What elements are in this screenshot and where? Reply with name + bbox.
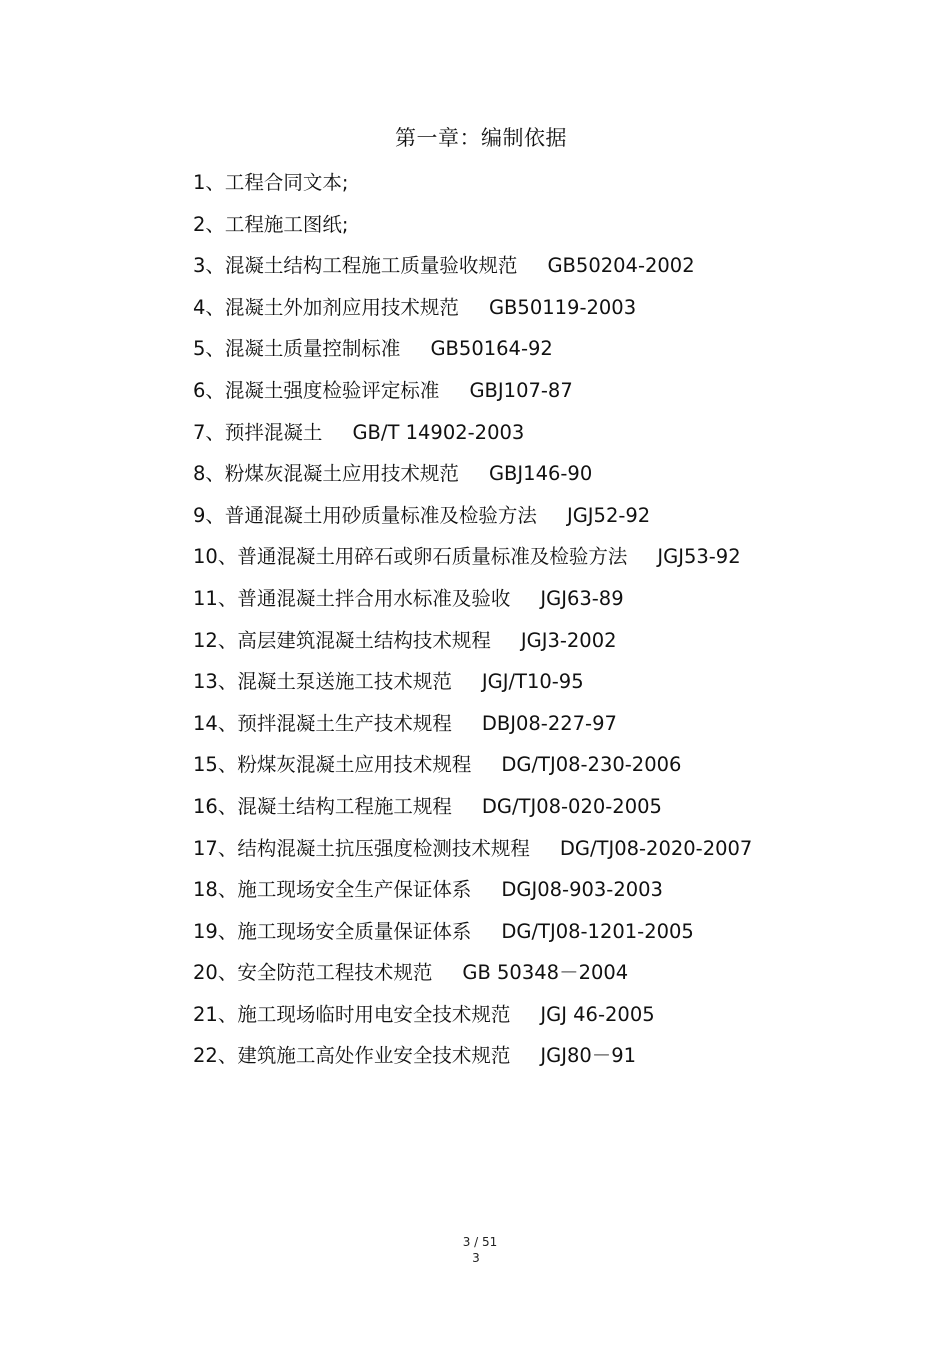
- reference-item: [193, 543, 752, 585]
- reference-number: 17、: [193, 836, 238, 860]
- reference-code: DG/TJ08-230-2006: [501, 753, 682, 777]
- reference-code: JGJ80－91: [540, 1044, 637, 1068]
- reference-title: 建筑施工高处作业安全技术规范: [237, 1044, 511, 1068]
- reference-code: JGJ 46-2005: [540, 1002, 655, 1026]
- reference-item: [193, 1042, 752, 1084]
- reference-item: [193, 460, 752, 502]
- reference-item: [193, 751, 752, 793]
- reference-item: [193, 793, 752, 835]
- reference-code: DBJ08-227-97: [481, 711, 617, 735]
- reference-number: 9、: [193, 503, 225, 527]
- reference-item: [193, 959, 752, 1001]
- reference-number: 8、: [193, 462, 225, 486]
- reference-title: 预拌混凝土: [224, 420, 323, 444]
- reference-number: 10、: [193, 545, 238, 569]
- reference-title: 工程施工图纸;: [224, 212, 349, 236]
- reference-item: [193, 876, 752, 918]
- reference-number: 1、: [193, 171, 225, 194]
- reference-code: GB/T 14902-2003: [352, 420, 525, 444]
- reference-code: JGJ63-89: [540, 586, 624, 610]
- reference-item: [193, 169, 752, 211]
- reference-title: 施工现场安全生产保证体系: [237, 878, 472, 902]
- reference-item: [193, 668, 752, 710]
- reference-number: 16、: [193, 794, 238, 818]
- reference-code: GB50204-2002: [547, 254, 695, 278]
- reference-title: 混凝土结构工程施工规程: [237, 794, 452, 818]
- reference-code: DG/TJ08-1201-2005: [501, 919, 694, 943]
- reference-item: [193, 835, 752, 877]
- reference-number: 12、: [193, 628, 238, 652]
- reference-number: 2、: [193, 212, 225, 236]
- reference-title: 施工现场安全质量保证体系: [237, 919, 472, 943]
- reference-number: 18、: [193, 878, 238, 902]
- reference-item: [193, 335, 752, 377]
- reference-title: 普通混凝土用砂质量标准及检验方法: [224, 503, 537, 527]
- reference-item: [193, 918, 752, 960]
- chapter-title: 第一章：编制依据: [395, 126, 567, 150]
- reference-item: [193, 211, 752, 253]
- reference-list: [193, 169, 752, 1084]
- reference-code: GB 50348－2004: [462, 961, 629, 985]
- reference-code: JGJ53-92: [657, 545, 741, 569]
- reference-item: [193, 627, 752, 669]
- reference-title: 施工现场临时用电安全技术规范: [237, 1002, 511, 1026]
- reference-item: [193, 419, 752, 461]
- reference-number: 14、: [193, 711, 238, 735]
- reference-title: 混凝土外加剂应用技术规范: [224, 295, 459, 319]
- reference-code: GBJ146-90: [488, 462, 593, 486]
- reference-number: 21、: [193, 1002, 238, 1026]
- reference-code: JGJ/T10-95: [481, 670, 584, 694]
- reference-code: DGJ08-903-2003: [501, 878, 663, 902]
- reference-title: 普通混凝土用碎石或卵石质量标准及检验方法: [237, 545, 628, 569]
- reference-item: [193, 585, 752, 627]
- reference-number: 6、: [193, 378, 225, 402]
- reference-code: GB50119-2003: [488, 295, 637, 319]
- reference-number: 15、: [193, 753, 238, 777]
- reference-item: [193, 710, 752, 752]
- reference-code: JGJ3-2002: [520, 628, 617, 652]
- reference-number: 13、: [193, 670, 238, 694]
- reference-number: 7、: [193, 420, 225, 444]
- reference-number: 19、: [193, 919, 238, 943]
- page-number: 3: [472, 1251, 480, 1265]
- reference-item: [193, 377, 752, 419]
- reference-title: 高层建筑混凝土结构技术规程: [237, 628, 491, 652]
- reference-item: [193, 1001, 752, 1043]
- page-footer: [0, 1234, 950, 1266]
- reference-number: 5、: [193, 337, 225, 361]
- reference-title: 安全防范工程技术规范: [237, 961, 433, 985]
- reference-code: GB50164-92: [430, 337, 553, 361]
- reference-title: 混凝土泵送施工技术规范: [237, 670, 452, 694]
- reference-title: 混凝土强度检验评定标准: [224, 378, 440, 402]
- reference-item: [193, 252, 752, 294]
- reference-title: 粉煤灰混凝土应用技术规程: [237, 753, 472, 777]
- reference-number: 3、: [193, 254, 225, 278]
- reference-number: 20、: [193, 961, 238, 985]
- reference-number: 22、: [193, 1044, 238, 1068]
- reference-item: [193, 502, 752, 544]
- reference-title: 工程合同文本;: [224, 171, 349, 194]
- reference-code: DG/TJ08-2020-2007: [559, 836, 753, 860]
- reference-title: 混凝土质量控制标准: [224, 337, 401, 361]
- reference-number: 4、: [193, 295, 225, 319]
- reference-title: 结构混凝土抗压强度检测技术规程: [237, 836, 530, 860]
- reference-code: JGJ52-92: [566, 503, 651, 527]
- reference-code: GBJ107-87: [469, 378, 573, 402]
- reference-title: 混凝土结构工程施工质量验收规范: [224, 254, 518, 278]
- reference-item: [193, 294, 752, 336]
- reference-code: DG/TJ08-020-2005: [481, 794, 662, 818]
- page-counter: 3 / 51: [462, 1235, 498, 1249]
- reference-title: 普通混凝土拌合用水标准及验收: [237, 586, 511, 610]
- reference-title: 预拌混凝土生产技术规程: [237, 711, 452, 735]
- reference-title: 粉煤灰混凝土应用技术规范: [224, 462, 459, 486]
- reference-number: 11、: [193, 586, 238, 610]
